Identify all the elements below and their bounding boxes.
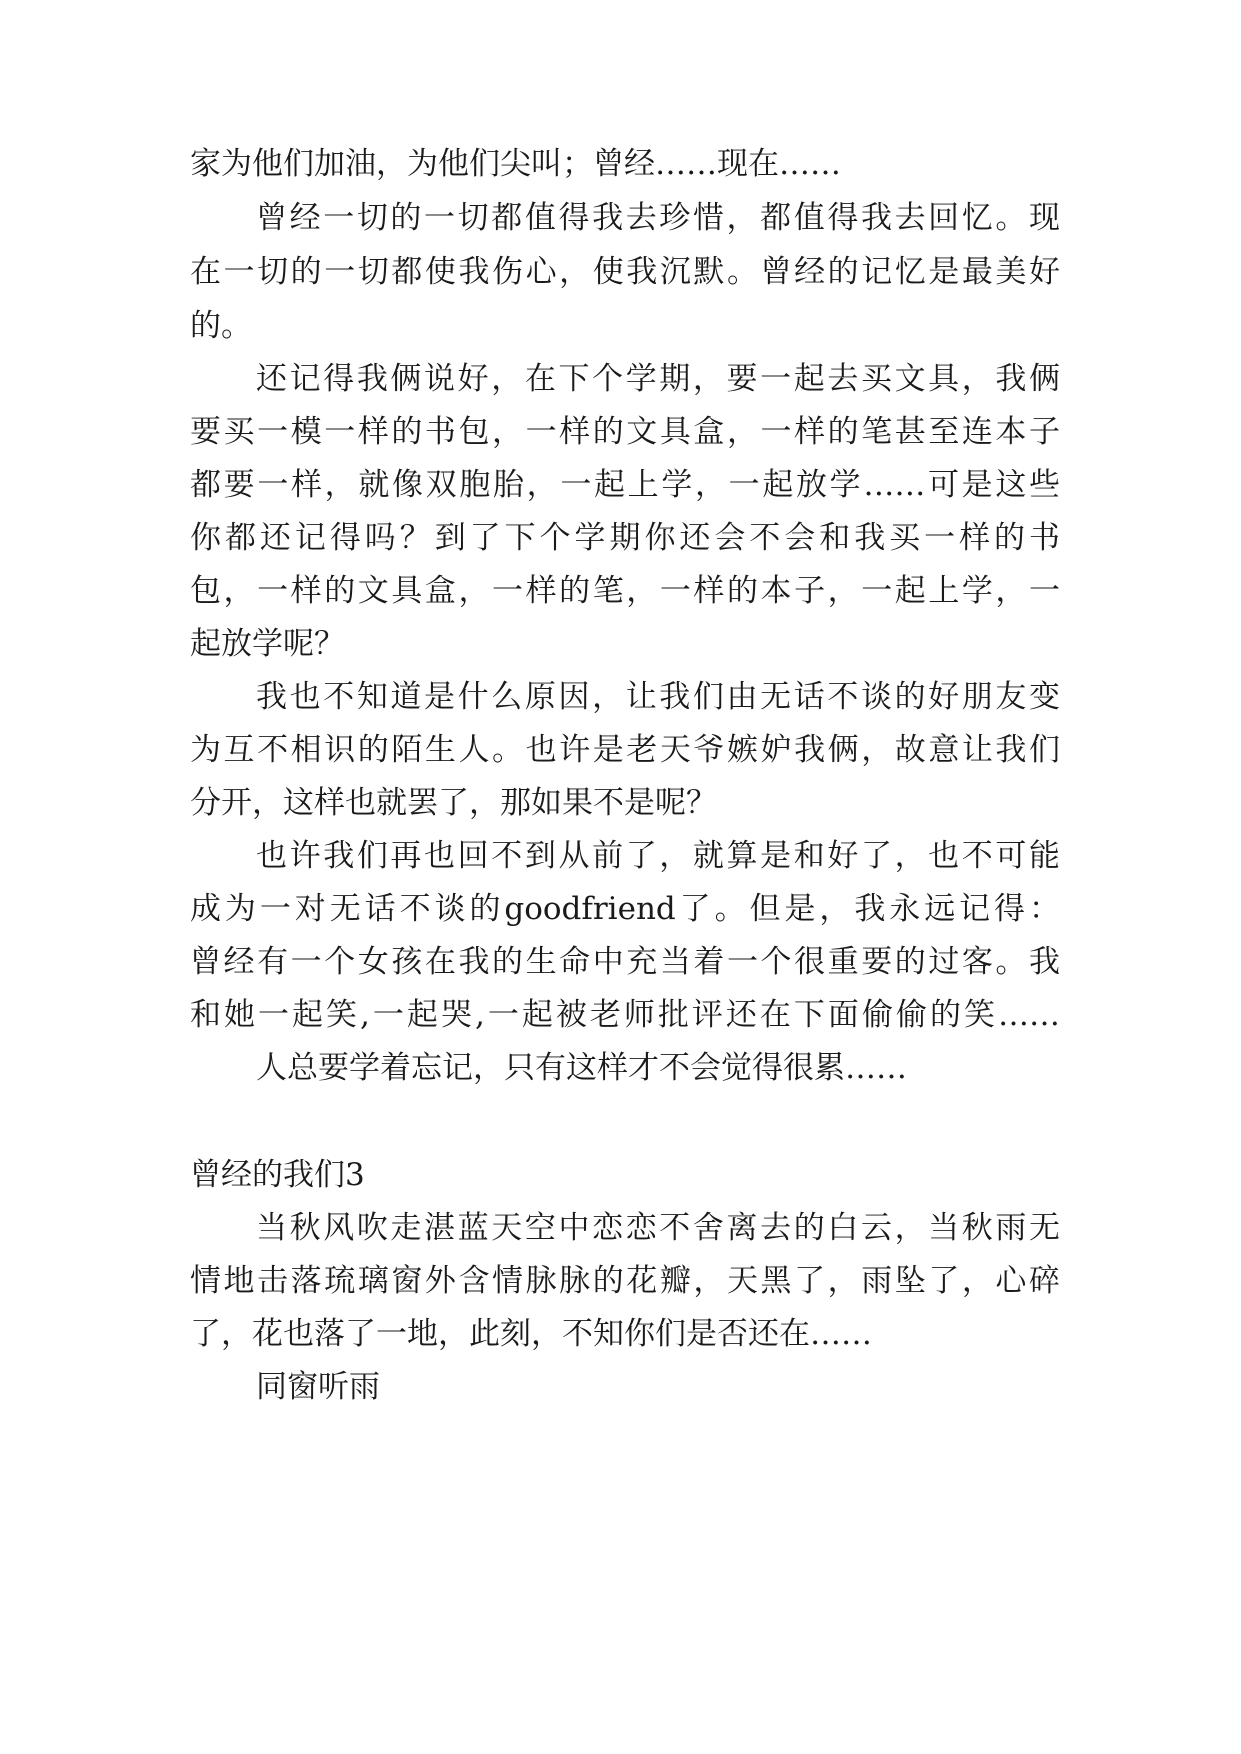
text-line: 起放学呢？ [190,626,345,662]
paragraph-line: 也许我们再也回不到从前了，就算是和好了，也不可能 [256,838,1060,874]
text-line: 的。 [190,308,252,344]
text-line: 要买一模一样的书包，一样的文具盒，一样的笔甚至连本子 [190,414,1060,450]
section-heading: 曾经的我们3 [190,1157,365,1193]
paragraph-line: 还记得我俩说好，在下个学期，要一起去买文具，我俩 [256,361,1060,397]
subheading: 同窗听雨 [256,1369,380,1405]
text-line: 包，一样的文具盒，一样的笔，一样的本子，一起上学，一 [190,573,1060,609]
text-line: 家为他们加油，为他们尖叫；曾经……现在…… [190,146,841,182]
text-line: 都要一样，就像双胞胎，一起上学，一起放学……可是这些 [190,467,1060,503]
text-line: 为互不相识的陌生人。也许是老天爷嫉妒我俩，故意让我们 [190,732,1060,768]
text-line: 你都还记得吗？到了下个学期你还会不会和我买一样的书 [190,520,1060,556]
text-line: 情地击落琉璃窗外含情脉脉的花瓣，天黑了，雨坠了，心碎 [190,1263,1060,1299]
paragraph-line: 我也不知道是什么原因，让我们由无话不谈的好朋友变 [256,679,1060,715]
text-line: 了，花也落了一地，此刻，不知你们是否还在…… [190,1316,872,1352]
text-line: 曾经有一个女孩在我的生命中充当着一个很重要的过客。我 [190,944,1060,980]
paragraph-line: 人总要学着忘记，只有这样才不会觉得很累…… [256,1050,907,1086]
paragraph-line: 当秋风吹走湛蓝天空中恋恋不舍离去的白云，当秋雨无 [256,1210,1060,1246]
text-line: 和她一起笑,一起哭,一起被老师批评还在下面偷偷的笑…… [190,997,1060,1033]
paragraph-line: 曾经一切的一切都值得我去珍惜，都值得我去回忆。现 [256,200,1060,236]
text-line: 分开，这样也就罢了，那如果不是呢？ [190,785,717,821]
text-line: 成为一对无话不谈的goodfriend了。但是，我永远记得： [190,891,1060,927]
text-line: 在一切的一切都使我伤心，使我沉默。曾经的记忆是最美好 [190,254,1060,290]
